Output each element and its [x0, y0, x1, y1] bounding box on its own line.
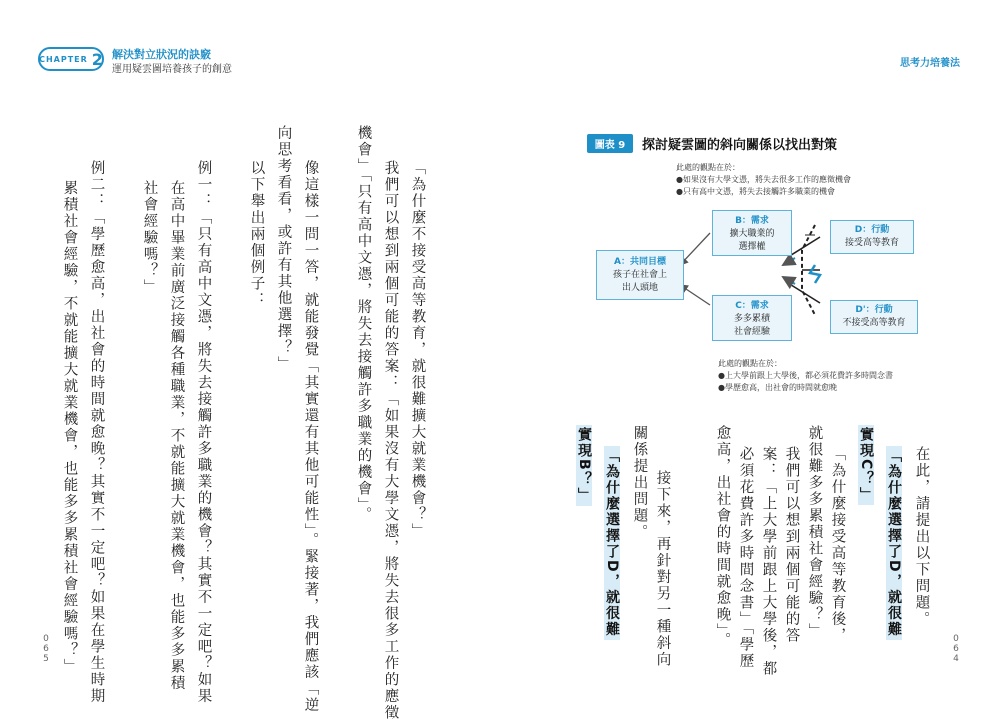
text-column: 以下舉出兩個例子： — [248, 160, 265, 309]
box-c-line: 多多累積 — [733, 314, 770, 324]
chapter-subtitle: 運用疑雲圖培養孩子的創意 — [112, 64, 232, 75]
text-column: 接下來，再針對另一種斜向 — [654, 470, 671, 668]
highlighted-question: 「為什麼選擇了D，就很難 — [886, 448, 902, 638]
page-number-right: 0 6 4 — [953, 634, 959, 664]
note-bottom-item: ●上大學前跟上大學後，都必須花費許多時間念書 — [718, 371, 893, 380]
arrow-b-to-a — [680, 233, 710, 265]
box-dprime-action — [830, 300, 918, 334]
diagonal-line-1 — [788, 237, 820, 257]
box-c-title: C：需求 — [735, 301, 769, 311]
text-column: 我們可以想到兩個可能的答案：「如果沒有大學文憑，將失去很多工作的應徵 — [382, 160, 399, 721]
text-column: 在高中畢業前廣泛接觸各種職業，不就能擴大就業機會，也能多多累積 — [168, 180, 185, 692]
box-d-title: D：行動 — [854, 225, 890, 235]
text-column: 例二：「學歷愈高，出社會的時間就愈晚？其實不一定吧？如果在學生時期 — [88, 160, 105, 705]
note-bottom-title: 此處的觀點在於： — [718, 359, 782, 368]
text-column: 社會經驗嗎？」 — [141, 180, 158, 296]
note-top-item: ●如果沒有大學文憑，將失去很多工作的應徵機會 — [676, 175, 851, 184]
text-column: 像這樣一問一答，就能發覺「其實還有其他可能性」。緊接著，我們應該「逆 — [302, 160, 319, 714]
text-column: 案：「上大學前跟上大學後，都 — [760, 446, 777, 677]
box-a-title: A：共同目標 — [614, 257, 666, 267]
chapter-word: CHAPTER — [39, 54, 88, 64]
diagonal-line-2 — [788, 283, 820, 303]
box-d-text: 接受高等教育 — [844, 238, 899, 248]
box-a-line: 孩子在社會上 — [612, 270, 667, 280]
note-top-item: ●只有高中文憑，將失去接觸許多職業的機會 — [676, 187, 835, 196]
text-column: 「為什麼接受高等教育後， — [829, 446, 846, 644]
diagonal-arrow-1 — [783, 258, 795, 265]
text-column: 我們可以想到兩個可能的答 — [783, 446, 800, 644]
text-column: 累積社會經驗，不就能擴大就業機會，也能多多累積社會經驗嗎？」 — [61, 180, 78, 675]
box-b-need — [712, 210, 792, 256]
figure-note-bottom — [718, 358, 893, 394]
text-column: 愈高，出社會的時間就愈晚」。 — [714, 425, 731, 649]
box-d-action — [830, 220, 914, 254]
text-column: 關係提出問題。 — [631, 425, 648, 541]
figure-note-top — [676, 162, 851, 198]
conflict-bolt-icon — [810, 265, 820, 283]
arrow-c-to-b — [680, 285, 710, 305]
highlighted-question: 實現C？」 — [858, 427, 874, 504]
running-head: 思考力培養法 — [900, 58, 960, 69]
note-bottom-item: ●學歷愈高，出社會的時間就愈晚 — [718, 383, 837, 392]
text-column: 必須花費許多時間念書」「學歷 — [737, 446, 754, 670]
figure-badge: 圖表 9 — [587, 134, 633, 153]
figure-title: 探討疑雲圖的斜向關係以找出對策 — [642, 138, 838, 153]
chapter-title: 解決對立狀況的訣竅 — [112, 48, 211, 61]
chapter-number: 2 — [91, 49, 103, 69]
box-b-line: 擴大職業的 — [729, 229, 775, 239]
text-column: 在此，請提出以下問題。 — [913, 446, 930, 628]
chapter-badge — [38, 47, 104, 71]
highlighted-question: 實現B？」 — [576, 427, 592, 504]
box-a-common-goal — [596, 250, 684, 300]
box-b-line: 選擇權 — [738, 242, 766, 252]
page-number-left: 0 6 5 — [43, 634, 49, 664]
box-a-line: 出人頭地 — [621, 283, 658, 293]
highlighted-question: 「為什麼選擇了D，就很難 — [604, 448, 620, 638]
box-dprime-title: D'：行動 — [855, 305, 893, 315]
box-b-title: B：需求 — [735, 216, 769, 226]
text-column: 向思考看看，或許有其他選擇？」 — [275, 125, 292, 373]
text-column: 例一：「只有高中文憑，將失去接觸許多職業的機會？其實不一定吧？如果 — [195, 160, 212, 705]
text-column: 機會」「只有高中文憑，將失去接觸許多職業的機會」。 — [355, 125, 372, 523]
text-column: 就很難多多累積社會經驗？」 — [806, 425, 823, 640]
text-column: 「為什麼不接受高等教育，就很難擴大就業機會？」 — [409, 160, 426, 540]
box-dprime-text: 不接受高等教育 — [842, 318, 906, 328]
note-top-title: 此處的觀點在於： — [676, 163, 740, 172]
box-c-need — [712, 295, 792, 341]
box-c-line: 社會經驗 — [733, 327, 770, 337]
